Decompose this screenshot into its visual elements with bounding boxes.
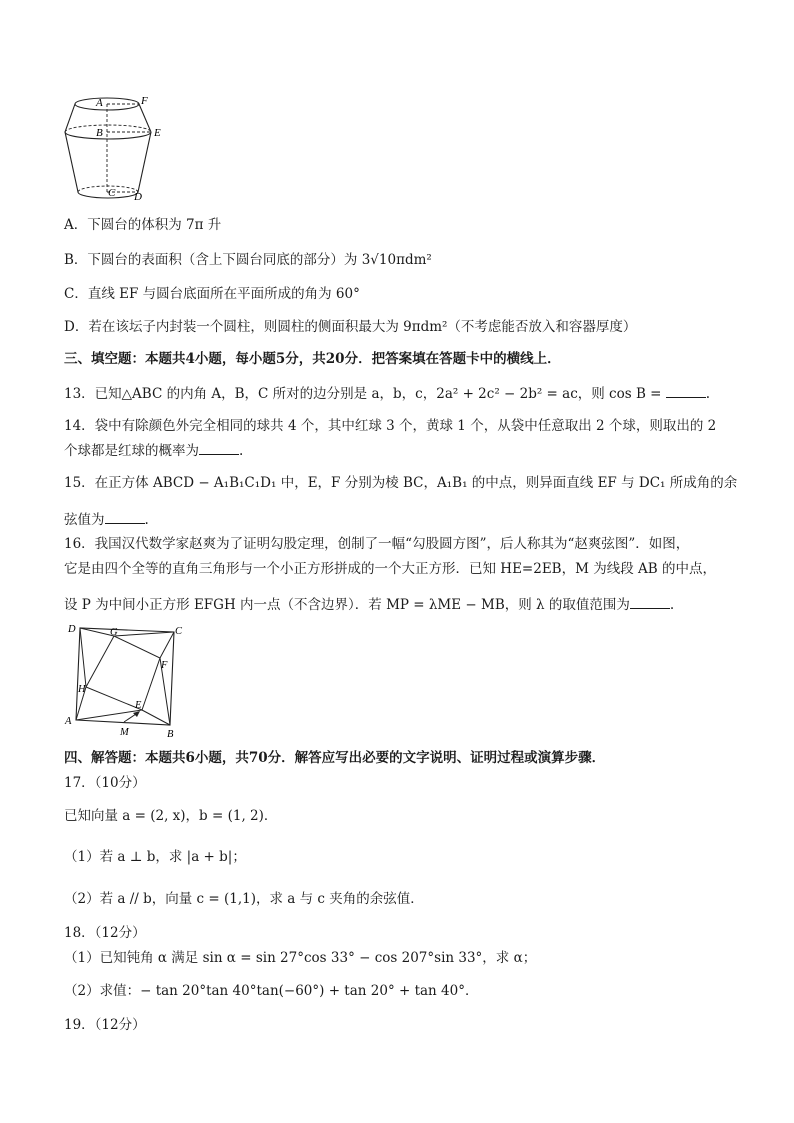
q13-text: 13．已知△ABC 的内角 A，B，C 所对的边分别是 a，b，c，2a² + 2c² − 2b² = ac，则 cos B =	[64, 386, 662, 402]
q17-part1: （1）若 a ⊥ b，求 |a + b|；	[64, 849, 246, 865]
edge-F-C	[160, 632, 174, 658]
q14-line2-text: 个球都是红球的概率为	[64, 443, 199, 459]
q15-end: .	[144, 512, 149, 528]
label-D: D	[134, 191, 142, 203]
q13	[64, 384, 710, 403]
edge-A-E	[76, 710, 142, 720]
q15-line1: 15．在正方体 ABCD − A₁B₁C₁D₁ 中，E，F 分别为棱 BC，A₁B₁ 的中点，则异面直线 EF 与 DC₁ 所成角的余	[64, 475, 738, 491]
label-E: E	[154, 127, 161, 139]
q17-header: 17．（10分）	[64, 775, 146, 791]
fig2-label-E: E	[135, 700, 142, 711]
q15-line2-text: 弦值为	[64, 512, 105, 528]
option-D: D．若在该坛子内封装一个圆柱，则圆柱的侧面积最大为 9πdm²（不考虑能否放入和容器厚度）	[64, 319, 637, 335]
fig2-label-B: B	[167, 729, 174, 740]
outer-square	[76, 628, 174, 725]
middle-ellipse-back	[65, 125, 151, 132]
q16-line1: 16．我国汉代数学家赵爽为了证明勾股定理，创制了一幅“勾股圆方图”，后人称其为“赵爽弦图”．如图，	[64, 536, 690, 552]
lower-right-side	[138, 132, 151, 192]
q16-answer-blank	[630, 595, 670, 609]
section4-heading: 四、解答题：本题共6小题，共70分．解答应写出必要的文字说明、证明过程或演算步骤．	[64, 750, 606, 766]
q15-line2	[64, 510, 149, 529]
q16-line3-text: 设 P 为中间小正方形 EFGH 内一点（不含边界）．若 MP = λME − MB，则 λ 的取值范围为	[64, 597, 630, 613]
fig2-label-M: M	[120, 727, 129, 738]
lower-left-side	[65, 132, 78, 192]
q16-end: .	[669, 597, 675, 613]
q18-part1: （1）已知钝角 α 满足 sin α = sin 27°cos 33° − cos 207°sin 33°，求 α；	[64, 950, 537, 966]
edge-D-H	[80, 628, 86, 687]
fig2-label-G: G	[110, 627, 118, 638]
fig2-label-H: H	[78, 684, 86, 695]
label-F: F	[141, 95, 148, 107]
q18-part2: （2）求值：− tan 20°tan 40°tan(−60°) + tan 20° + tan 40°．	[64, 983, 479, 999]
arrowhead-ME	[133, 711, 140, 717]
edge-C-G	[114, 632, 174, 636]
q17-intro: 已知向量 a = (2, x)，b = (1, 2)．	[64, 808, 278, 824]
q15-answer-blank	[105, 510, 145, 524]
q13-end: .	[705, 386, 711, 402]
q14-line2	[64, 441, 243, 460]
frustum-figure	[62, 92, 170, 204]
label-A: A	[96, 97, 103, 109]
q14-answer-blank	[199, 441, 239, 455]
q16-line2: 它是由四个全等的直角三角形与一个小正方形拼成的一个大正方形．已知 HE=2EB，M 为线段 AB 的中点，	[64, 561, 716, 577]
fig2-label-D: D	[68, 624, 76, 635]
fig2-label-C: C	[175, 626, 183, 637]
inner-square-EFGH	[86, 636, 160, 710]
option-B: B．下圆台的表面积（含上下圆台同底的部分）为 3√10πdm²	[64, 252, 432, 268]
q14-end: .	[239, 443, 244, 459]
section3-heading: 三、填空题：本题共4小题，每小题5分，共20分．把答案填在答题卡中的横线上．	[64, 351, 561, 367]
middle-ellipse-front	[65, 132, 151, 139]
edge-E-B	[142, 710, 170, 725]
q16-line3	[64, 595, 674, 614]
zhao-shuang-figure	[62, 620, 188, 740]
option-A: A．下圆台的体积为 7π 升	[64, 217, 222, 233]
fig2-label-F: F	[161, 660, 168, 671]
q14-line1: 14．袋中有除颜色外完全相同的球共 4 个，其中红球 3 个，黄球 1 个，从袋中任意取出 2 个球，则取出的 2	[64, 418, 717, 434]
option-C: C．直线 EF 与圆台底面所在平面所成的角为 60°	[64, 286, 360, 302]
fig2-label-A: A	[65, 716, 72, 727]
upper-left-side	[65, 104, 75, 132]
label-C: C	[108, 187, 116, 199]
label-B: B	[96, 127, 103, 139]
q17-part2: （2）若 a // b，向量 c = (1,1)，求 a 与 c 夹角的余弦值．	[64, 891, 424, 907]
q18-header: 18．（12分）	[64, 925, 146, 941]
q13-answer-blank	[666, 384, 706, 398]
q19-header: 19．（12分）	[64, 1017, 146, 1033]
